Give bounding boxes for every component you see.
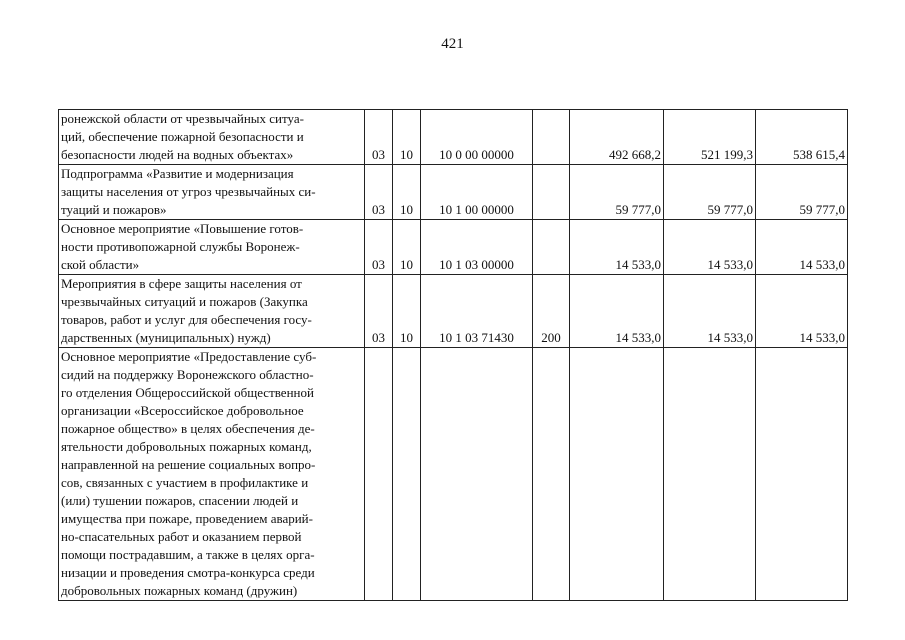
cell-amount-1 [570,275,664,348]
cell-amount-2-text: 14 533,0 [707,257,753,272]
cell-name [59,275,365,348]
cell-target-article-text: 10 1 03 00000 [439,257,514,272]
cell-amount-2 [664,110,756,165]
cell-name [59,220,365,275]
cell-amount-1-text: 14 533,0 [615,257,661,272]
cell-target-article [421,348,533,601]
cell-amount-3-text: 14 533,0 [799,257,845,272]
cell-expense-type [533,348,570,601]
cell-section-text: 03 [372,147,385,162]
cell-section [365,165,393,220]
cell-target-article [421,110,533,165]
cell-name-text: Основное мероприятие «Повышение готов- ности противопожарной службы Воронеж- ской области» [61,221,304,272]
cell-amount-1-text: 14 533,0 [615,330,661,345]
cell-section [365,220,393,275]
cell-amount-2 [664,220,756,275]
table-row [59,348,848,601]
cell-subsection [393,348,421,601]
cell-subsection-text: 10 [400,330,413,345]
cell-expense-type-text: 200 [541,330,561,345]
table-row [59,220,848,275]
cell-section [365,348,393,601]
cell-name [59,110,365,165]
cell-amount-1-text: 492 668,2 [609,147,661,162]
cell-amount-3 [756,165,848,220]
cell-subsection [393,110,421,165]
cell-target-article-text: 10 1 03 71430 [439,330,514,345]
cell-subsection [393,165,421,220]
cell-name [59,165,365,220]
cell-amount-1-text: 59 777,0 [615,202,661,217]
table-body [59,110,848,601]
budget-table [58,109,848,601]
cell-subsection [393,275,421,348]
cell-subsection-text: 10 [400,202,413,217]
cell-amount-2-text: 59 777,0 [707,202,753,217]
cell-target-article [421,165,533,220]
cell-amount-1 [570,165,664,220]
cell-expense-type [533,110,570,165]
cell-amount-3-text: 59 777,0 [799,202,845,217]
cell-amount-3-text: 538 615,4 [793,147,845,162]
cell-target-article-text: 10 0 00 00000 [439,147,514,162]
table-row [59,110,848,165]
cell-name-text: Мероприятия в сфере защиты населения от чрезвычайных ситуаций и пожаров (Закупка товаров, работ и услуг для обеспечения госу- дарственных (муниципальных) нужд) [61,276,312,345]
cell-section-text: 03 [372,330,385,345]
cell-target-article [421,275,533,348]
cell-amount-3-text: 14 533,0 [799,330,845,345]
cell-subsection [393,220,421,275]
cell-amount-1 [570,348,664,601]
cell-target-article [421,220,533,275]
cell-section [365,275,393,348]
cell-name-text: ронежской области от чрезвычайных ситуа- ций, обеспечение пожарной безопасности и безопасности людей на водных объектах» [61,111,304,162]
cell-subsection-text: 10 [400,147,413,162]
cell-target-article-text: 10 1 00 00000 [439,202,514,217]
cell-section-text: 03 [372,202,385,217]
cell-name-text: Подпрограмма «Развитие и модернизация защиты населения от угроз чрезвычайных си- туаций и пожаров» [61,166,316,217]
page-number: 421 [441,36,464,52]
table-row [59,275,848,348]
cell-amount-2 [664,348,756,601]
cell-section [365,110,393,165]
cell-amount-1 [570,220,664,275]
cell-amount-3 [756,220,848,275]
cell-amount-2 [664,165,756,220]
cell-amount-2-text: 14 533,0 [707,330,753,345]
cell-expense-type [533,165,570,220]
cell-amount-3 [756,110,848,165]
cell-amount-1 [570,110,664,165]
cell-name-text: Основное мероприятие «Предоставление суб- сидий на поддержку Воронежского областно- го отделения Общероссийской общественной организации «Всероссийское добровольное пожарное общество» в целях обеспечения де- ятельности добровольных пожарных команд, направленной на решение социальных вопро- сов, связанных с участием в профилактике и (или) тушении пожаров, спасении людей и имущества при пожаре, проведением аварий- но-спасательных работ и оказанием первой помощи пострадавшим, а также в целях орга- низации и проведения смотра-конкурса среди добровольных пожарных команд (дружин) [61,349,317,598]
cell-amount-2-text: 521 199,3 [701,147,753,162]
cell-name [59,348,365,601]
table-row [59,165,848,220]
cell-section-text: 03 [372,257,385,272]
cell-subsection-text: 10 [400,257,413,272]
cell-amount-3 [756,348,848,601]
cell-amount-3 [756,275,848,348]
cell-expense-type [533,275,570,348]
cell-expense-type [533,220,570,275]
cell-amount-2 [664,275,756,348]
